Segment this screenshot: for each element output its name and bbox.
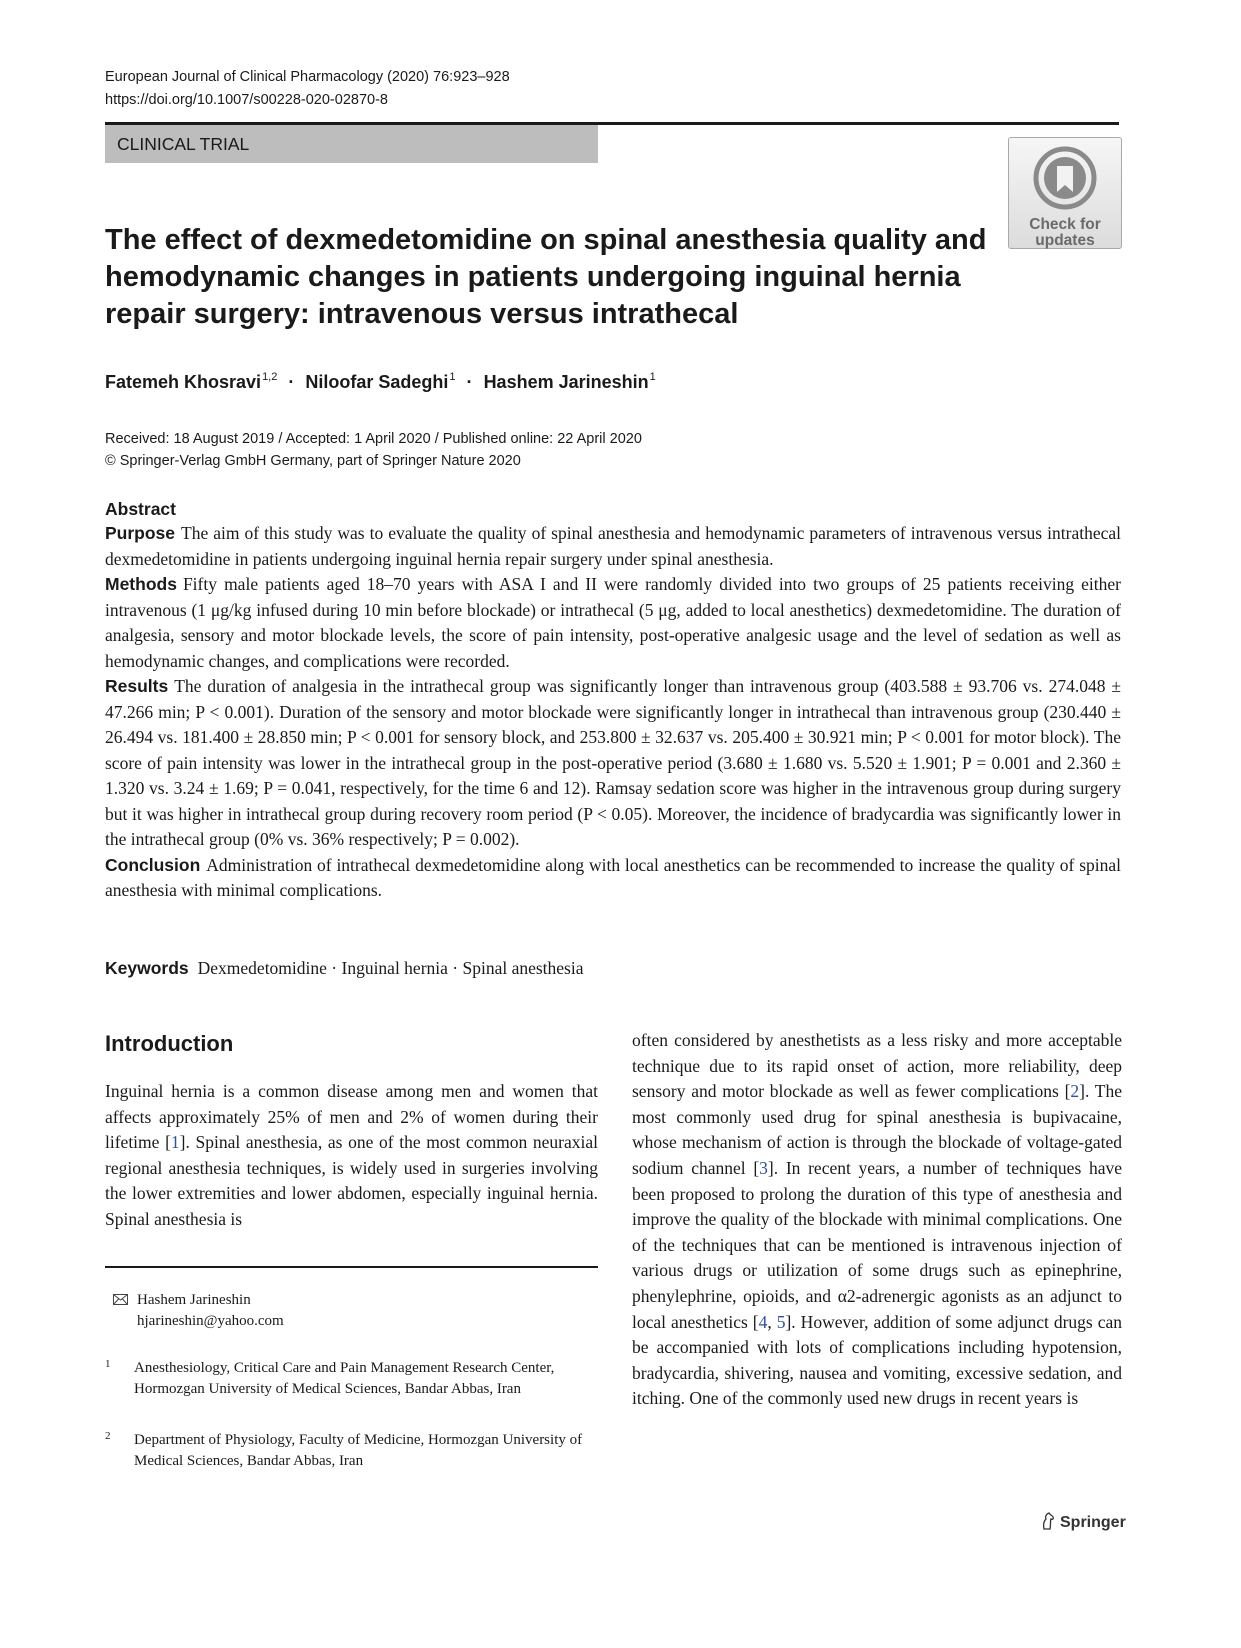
- citation-link[interactable]: 4: [758, 1311, 768, 1332]
- author-list: [105, 365, 656, 394]
- abstract-methods: [105, 572, 1121, 674]
- intro-left-column: [105, 1079, 598, 1233]
- author-affiliation: 1: [649, 371, 656, 383]
- keywords-text: Dexmedetomidine · Inguinal hernia · Spinal anesthesia: [197, 958, 584, 978]
- author-name[interactable]: Fatemeh Khosravi: [105, 372, 262, 392]
- affiliation-text: Anesthesiology, Critical Care and Pain Management Research Center, Hormozgan University of Medical Sciences, Bandar Abbas, Iran: [134, 1360, 555, 1397]
- citation-link[interactable]: 5: [776, 1311, 786, 1332]
- abstract-conclusion: [105, 853, 1121, 904]
- corresponding-email[interactable]: hjarineshin@yahoo.com: [137, 1313, 284, 1329]
- intro-text: ]. Spinal anesthesia, as one of the most common neuraxial regional anesthesia techniques, is widely used in surgeries involving the lower extremities and lower abdomen, especially inguinal hernia. Spinal anesthesia is: [105, 1132, 598, 1229]
- citation-link[interactable]: 1: [170, 1132, 180, 1153]
- citation-link[interactable]: 3: [759, 1157, 768, 1178]
- abstract-heading: Abstract: [105, 499, 176, 519]
- intro-text: Inguinal hernia is a common disease among men and women that affects approximately 25% of men and 2% of women during their lifetime [: [105, 1081, 598, 1153]
- affiliation-text: Department of Physiology, Faculty of Medicine, Hormozgan University of Medical Sciences, Bandar Abbas, Iran: [134, 1432, 583, 1469]
- intro-text: ,: [767, 1311, 777, 1332]
- introduction-heading: Introduction: [105, 1031, 234, 1056]
- abstract-results: [105, 674, 1121, 853]
- affiliation-number: 1: [105, 1358, 111, 1370]
- corresponding-author: [105, 1290, 284, 1332]
- author-separator: ·: [466, 372, 473, 392]
- doi-link[interactable]: https://doi.org/10.1007/s00228-020-02870-8: [105, 92, 388, 108]
- corresponding-name: Hashem Jarineshin: [137, 1292, 251, 1308]
- citation-link[interactable]: 2: [1070, 1081, 1080, 1102]
- affiliation-number: 2: [105, 1430, 111, 1442]
- author-affiliation: 1: [449, 371, 456, 383]
- affiliation-2: [105, 1430, 598, 1472]
- springer-horse-icon: [1040, 1512, 1056, 1530]
- intro-text: ]. However, addition of some adjunct drugs can be accompanied with lots of complications including hypotension, bradycardia, shivering, nausea and vomiting, excessive sedation, and itching. One of the commonly used new drugs in recent years is: [632, 1311, 1122, 1409]
- results-label: Results: [105, 676, 169, 696]
- article-title: The effect of dexmedetomidine on spinal anesthesia quality and hemodynamic changes in patients undergoing inguinal hernia repair surgery: intravenous versus intrathecal: [105, 224, 987, 330]
- methods-label: Methods: [105, 574, 177, 594]
- abstract-section: [105, 497, 1121, 904]
- updates-badge-icon: [1033, 146, 1097, 210]
- methods-text: Fifty male patients aged 18–70 years with ASA I and II were randomly divided into two groups of 25 patients receiving either intravenous (1 μg/kg infused during 10 min before blockade) or intrathecal (5 μg, added to local anesthetics) dexmedetomidine. The duration of analgesia, sensory and motor blockade levels, the score of pain intensity, post-operative analgesic usage and the level of sedation as well as hemodynamic changes, and complications were recorded.: [105, 574, 1121, 671]
- updates-badge-label: Check for updates: [1029, 216, 1101, 249]
- author-name[interactable]: Hashem Jarineshin: [483, 372, 649, 392]
- results-text: The duration of analgesia in the intrathecal group was significantly longer than intravenous group (403.588 ± 93.706 vs. 274.048 ± 47.266 min; P < 0.001). Duration of the sensory and motor blockade were significantly longer in intrathecal than intravenous group (230.440 ± 26.494 vs. 181.400 ± 28.850 min; P < 0.001 for sensory block, and 253.800 ± 32.637 vs. 205.400 ± 30.921 min; P < 0.001 for motor block). The score of pain intensity was lower in the intrathecal group in the post-operative period (3.680 ± 1.680 vs. 5.520 ± 1.901; P = 0.001 and 2.360 ± 1.320 vs. 3.24 ± 1.69; P = 0.041, respectively, for the time 6 and 12). Ramsay sedation score was higher in the intravenous group during surgery but it was higher in intrathecal group during recovery room period (P < 0.05). Moreover, the incidence of bradycardia was significantly lower in the intrathecal group (0% vs. 36% respectively; P = 0.002).: [105, 676, 1121, 849]
- keywords-label: Keywords: [105, 958, 189, 978]
- journal-header: [105, 66, 510, 112]
- publication-dates: [105, 428, 642, 472]
- author-name[interactable]: Niloofar Sadeghi: [305, 372, 449, 392]
- copyright-line: © Springer-Verlag GmbH Germany, part of Springer Nature 2020: [105, 453, 521, 469]
- purpose-text: The aim of this study was to evaluate the quality of spinal anesthesia and hemodynamic parameters of intravenous versus intrathecal dexmedetomidine in patients undergoing inguinal hernia repair surgery under spinal anesthesia.: [105, 523, 1121, 569]
- conclusion-text: Administration of intrathecal dexmedetomidine along with local anesthetics can be recommended to increase the quality of spinal anesthesia with minimal complications.: [105, 854, 1121, 900]
- author-affiliation: 1,2: [262, 371, 278, 383]
- abstract-purpose: [105, 521, 1121, 572]
- intro-text: often considered by anesthetists as a less risky and more acceptable technique due to its rapid onset of action, more reliability, deep sensory and motor blockade as well as fewer complications [: [632, 1030, 1122, 1102]
- publisher-name: Springer: [1060, 1514, 1126, 1531]
- check-for-updates-badge[interactable]: [1008, 137, 1122, 249]
- intro-text: ]. The most commonly used drug for spinal anesthesia is bupivacaine, whose mechanism of action is through the blockade of voltage-gated sodium channel [: [632, 1081, 1122, 1178]
- publisher-logo: [1040, 1512, 1126, 1534]
- footnote-rule: [105, 1266, 598, 1268]
- conclusion-label: Conclusion: [105, 854, 201, 875]
- intro-text: ]. In recent years, a number of techniques have been proposed to prolong the duration of this type of anesthesia and improve the quality of the blockade with minimal complications. One of the techniques that can be mentioned is intravenous injection of various drugs or utilization of some drugs such as epinephrine, phenylephrine, opioids, and α2-adrenergic agonists as an adjunct to local anesthetics [: [632, 1157, 1122, 1332]
- section-label: CLINICAL TRIAL: [105, 125, 598, 163]
- purpose-label: Purpose: [105, 523, 176, 543]
- history-dates: Received: 18 August 2019 / Accepted: 1 April 2020 / Published online: 22 April 2020: [105, 431, 642, 447]
- envelope-icon: [113, 1294, 128, 1305]
- intro-right-column: [632, 1028, 1122, 1412]
- author-separator: ·: [288, 372, 295, 392]
- journal-citation: European Journal of Clinical Pharmacology (2020) 76:923–928: [105, 69, 510, 85]
- affiliation-1: [105, 1358, 598, 1400]
- keywords-line: [105, 956, 584, 980]
